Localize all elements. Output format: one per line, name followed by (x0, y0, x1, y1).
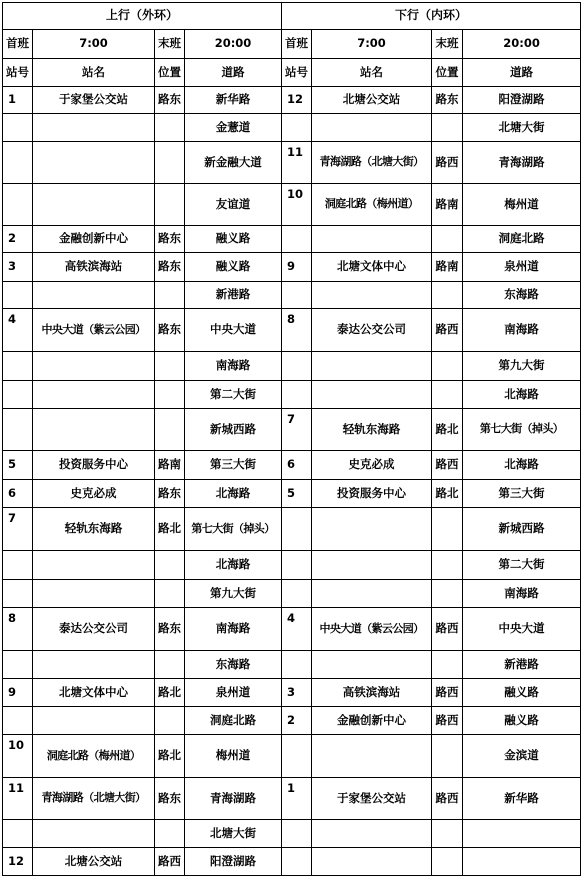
down-road: 新华路 (463, 778, 581, 820)
up-road: 北海路 (185, 551, 282, 580)
down-stop-name (312, 381, 432, 409)
up-stop-number: 8 (3, 608, 33, 651)
up-stop-number: 5 (3, 451, 33, 480)
up-stop-side (155, 820, 185, 848)
down-col-no: 站号 (282, 59, 312, 87)
down-road: 梅州道 (463, 184, 581, 226)
down-stop-side (432, 381, 463, 409)
up-stop-side (155, 580, 185, 608)
up-stop-name (33, 114, 155, 142)
up-stop-name (33, 651, 155, 679)
down-stop-side (432, 848, 463, 876)
down-road: 北海路 (463, 451, 581, 480)
table-row (3, 352, 581, 381)
up-first-label: 首班 (3, 30, 33, 59)
up-stop-side: 路东 (155, 87, 185, 114)
down-road: 东海路 (463, 282, 581, 309)
down-stop-side (432, 114, 463, 142)
route-table (2, 2, 581, 876)
table-row (3, 778, 581, 820)
table-row (3, 848, 581, 876)
up-stop-number (3, 580, 33, 608)
down-stop-side: 路南 (432, 253, 463, 282)
up-stop-name (33, 142, 155, 184)
up-stop-number (3, 184, 33, 226)
up-stop-side: 路北 (155, 735, 185, 778)
down-stop-number (282, 551, 312, 580)
down-stop-name (312, 114, 432, 142)
down-road: 第九大街 (463, 352, 581, 381)
down-stop-number: 10 (282, 184, 312, 226)
up-stop-number: 6 (3, 480, 33, 508)
down-road: 新港路 (463, 651, 581, 679)
up-stop-side: 路东 (155, 778, 185, 820)
down-col-pos: 位置 (432, 59, 463, 87)
up-stop-name: 高铁滨海站 (33, 253, 155, 282)
up-road: 融义路 (185, 226, 282, 253)
table-row (3, 820, 581, 848)
down-stop-number (282, 381, 312, 409)
up-stop-number: 1 (3, 87, 33, 114)
table-row (3, 184, 581, 226)
down-stop-name: 青海湖路（北塘大街） (312, 142, 432, 184)
up-road: 泉州道 (185, 679, 282, 707)
down-stop-name: 史克必成 (312, 451, 432, 480)
down-stop-number: 5 (282, 480, 312, 508)
table-row (3, 381, 581, 409)
up-stop-side: 路东 (155, 608, 185, 651)
table-row (3, 580, 581, 608)
down-stop-name: 投资服务中心 (312, 480, 432, 508)
up-stop-name (33, 580, 155, 608)
down-stop-name: 于家堡公交站 (312, 778, 432, 820)
up-stop-name (33, 282, 155, 309)
down-stop-number: 8 (282, 309, 312, 352)
up-stop-side: 路东 (155, 253, 185, 282)
down-stop-name: 金融创新中心 (312, 707, 432, 735)
down-road: 金滨道 (463, 735, 581, 778)
up-road: 东海路 (185, 651, 282, 679)
down-road: 北塘大街 (463, 114, 581, 142)
upbound-title: 上行（外环） (3, 3, 282, 30)
up-road: 新金融大道 (185, 142, 282, 184)
up-stop-name (33, 381, 155, 409)
down-road: 洞庭北路 (463, 226, 581, 253)
down-stop-name: 高铁滨海站 (312, 679, 432, 707)
up-stop-side (155, 184, 185, 226)
up-stop-name: 史克必成 (33, 480, 155, 508)
up-stop-number (3, 142, 33, 184)
down-road: 第七大街（掉头） (463, 409, 581, 451)
column-header-row (3, 59, 581, 87)
up-stop-number (3, 114, 33, 142)
down-stop-name (312, 848, 432, 876)
table-row (3, 551, 581, 580)
up-stop-number: 7 (3, 508, 33, 551)
down-stop-side: 路东 (432, 87, 463, 114)
down-stop-name: 洞庭北路（梅州道） (312, 184, 432, 226)
down-stop-name (312, 820, 432, 848)
up-stop-name (33, 551, 155, 580)
down-stop-name (312, 580, 432, 608)
up-col-pos: 位置 (155, 59, 185, 87)
down-stop-side: 路西 (432, 142, 463, 184)
up-road: 梅州道 (185, 735, 282, 778)
down-road (463, 820, 581, 848)
up-stop-number (3, 409, 33, 451)
down-road (463, 848, 581, 876)
down-stop-number (282, 508, 312, 551)
table-row (3, 226, 581, 253)
up-stop-number (3, 352, 33, 381)
up-road: 第九大街 (185, 580, 282, 608)
up-stop-name: 泰达公交公司 (33, 608, 155, 651)
up-stop-name (33, 820, 155, 848)
up-stop-name (33, 707, 155, 735)
up-stop-number: 2 (3, 226, 33, 253)
up-road: 融义路 (185, 253, 282, 282)
down-road: 第二大街 (463, 551, 581, 580)
down-stop-side (432, 226, 463, 253)
table-row (3, 651, 581, 679)
up-stop-number: 4 (3, 309, 33, 352)
down-last-label: 末班 (432, 30, 463, 59)
down-stop-name (312, 508, 432, 551)
up-col-name: 站名 (33, 59, 155, 87)
down-last-time: 20:00 (463, 30, 581, 59)
down-road: 第三大街 (463, 480, 581, 508)
down-stop-number (282, 580, 312, 608)
up-stop-name: 北塘文体中心 (33, 679, 155, 707)
up-stop-name: 轻轨东海路 (33, 508, 155, 551)
down-stop-side: 路西 (432, 451, 463, 480)
down-road: 北海路 (463, 381, 581, 409)
down-col-name: 站名 (312, 59, 432, 87)
table-row (3, 253, 581, 282)
down-stop-number (282, 114, 312, 142)
up-stop-side (155, 114, 185, 142)
down-stop-number: 11 (282, 142, 312, 184)
up-col-road: 道路 (185, 59, 282, 87)
table-row (3, 87, 581, 114)
down-stop-number: 9 (282, 253, 312, 282)
up-stop-number: 9 (3, 679, 33, 707)
down-stop-name: 北塘公交站 (312, 87, 432, 114)
down-stop-side (432, 820, 463, 848)
table-row (3, 451, 581, 480)
up-road: 第二大街 (185, 381, 282, 409)
down-stop-side (432, 508, 463, 551)
down-stop-side (432, 352, 463, 381)
down-road: 中央大道 (463, 608, 581, 651)
up-stop-number: 11 (3, 778, 33, 820)
down-stop-number: 7 (282, 409, 312, 451)
up-road: 新港路 (185, 282, 282, 309)
up-road: 中央大道 (185, 309, 282, 352)
up-stop-number (3, 282, 33, 309)
table-row (3, 282, 581, 309)
up-last-time: 20:00 (185, 30, 282, 59)
table-row (3, 309, 581, 352)
table-row (3, 480, 581, 508)
up-road: 南海路 (185, 352, 282, 381)
down-stop-side: 路西 (432, 679, 463, 707)
up-stop-side (155, 707, 185, 735)
up-road: 北海路 (185, 480, 282, 508)
up-first-time: 7:00 (33, 30, 155, 59)
up-road: 青海湖路 (185, 778, 282, 820)
down-road: 阳澄湖路 (463, 87, 581, 114)
down-stop-name: 轻轨东海路 (312, 409, 432, 451)
up-stop-name (33, 352, 155, 381)
schedule-row (3, 30, 581, 59)
up-stop-name: 投资服务中心 (33, 451, 155, 480)
down-stop-name (312, 651, 432, 679)
up-road: 洞庭北路 (185, 707, 282, 735)
down-stop-side: 路南 (432, 184, 463, 226)
up-stop-side (155, 551, 185, 580)
down-road: 新城西路 (463, 508, 581, 551)
table-row (3, 142, 581, 184)
up-road: 第七大街（掉头） (185, 508, 282, 551)
up-road: 南海路 (185, 608, 282, 651)
up-stop-name: 于家堡公交站 (33, 87, 155, 114)
table-row (3, 608, 581, 651)
stop-rows (3, 87, 581, 876)
down-road: 青海湖路 (463, 142, 581, 184)
up-stop-number (3, 707, 33, 735)
down-stop-number (282, 735, 312, 778)
up-stop-number: 12 (3, 848, 33, 876)
down-road: 融义路 (463, 707, 581, 735)
up-stop-number (3, 820, 33, 848)
up-road: 阳澄湖路 (185, 848, 282, 876)
up-stop-side (155, 282, 185, 309)
down-stop-number: 3 (282, 679, 312, 707)
down-stop-side (432, 651, 463, 679)
up-stop-name (33, 409, 155, 451)
table-row (3, 735, 581, 778)
down-stop-side: 路北 (432, 409, 463, 451)
up-road: 新城西路 (185, 409, 282, 451)
down-stop-number: 2 (282, 707, 312, 735)
up-last-label: 末班 (155, 30, 185, 59)
down-stop-name (312, 282, 432, 309)
table-row (3, 508, 581, 551)
up-stop-number: 10 (3, 735, 33, 778)
down-stop-number: 12 (282, 87, 312, 114)
down-stop-side (432, 551, 463, 580)
down-road: 南海路 (463, 580, 581, 608)
down-stop-number: 4 (282, 608, 312, 651)
down-stop-side (432, 580, 463, 608)
up-stop-side: 路东 (155, 480, 185, 508)
up-stop-side: 路南 (155, 451, 185, 480)
up-stop-side: 路北 (155, 679, 185, 707)
up-road: 友谊道 (185, 184, 282, 226)
up-stop-side: 路东 (155, 309, 185, 352)
table-row (3, 707, 581, 735)
up-stop-number (3, 551, 33, 580)
down-stop-number (282, 651, 312, 679)
downbound-title: 下行（内环） (282, 3, 581, 30)
down-stop-number (282, 352, 312, 381)
down-stop-side: 路西 (432, 309, 463, 352)
up-road: 金薏道 (185, 114, 282, 142)
up-road: 新华路 (185, 87, 282, 114)
down-stop-number (282, 848, 312, 876)
down-first-time: 7:00 (312, 30, 432, 59)
down-road: 泉州道 (463, 253, 581, 282)
direction-header-row (3, 3, 581, 30)
down-stop-side (432, 735, 463, 778)
down-stop-name (312, 226, 432, 253)
up-stop-side (155, 381, 185, 409)
up-stop-number (3, 651, 33, 679)
up-stop-number (3, 381, 33, 409)
up-stop-name: 中央大道（紫云公园） (33, 309, 155, 352)
down-stop-side: 路北 (432, 480, 463, 508)
up-stop-side (155, 409, 185, 451)
down-stop-name: 泰达公交公司 (312, 309, 432, 352)
up-stop-side (155, 142, 185, 184)
up-stop-number: 3 (3, 253, 33, 282)
up-stop-name: 洞庭北路（梅州道） (33, 735, 155, 778)
down-stop-side: 路西 (432, 778, 463, 820)
down-road: 南海路 (463, 309, 581, 352)
up-stop-side (155, 352, 185, 381)
up-col-no: 站号 (3, 59, 33, 87)
down-stop-name (312, 551, 432, 580)
down-stop-number: 6 (282, 451, 312, 480)
table-row (3, 679, 581, 707)
up-stop-side: 路东 (155, 226, 185, 253)
up-road: 北塘大街 (185, 820, 282, 848)
down-stop-side (432, 282, 463, 309)
up-stop-side: 路北 (155, 508, 185, 551)
down-stop-side: 路西 (432, 707, 463, 735)
down-stop-number: 1 (282, 778, 312, 820)
up-stop-name (33, 184, 155, 226)
down-stop-name (312, 735, 432, 778)
down-first-label: 首班 (282, 30, 312, 59)
table-row (3, 409, 581, 451)
down-stop-name (312, 352, 432, 381)
down-stop-name: 北塘文体中心 (312, 253, 432, 282)
down-road: 融义路 (463, 679, 581, 707)
up-stop-side (155, 651, 185, 679)
up-stop-name: 青海湖路（北塘大街） (33, 778, 155, 820)
up-stop-side: 路西 (155, 848, 185, 876)
down-stop-number (282, 282, 312, 309)
down-stop-number (282, 226, 312, 253)
down-stop-side: 路西 (432, 608, 463, 651)
down-stop-name: 中央大道（紫云公园） (312, 608, 432, 651)
up-road: 第三大街 (185, 451, 282, 480)
up-stop-name: 北塘公交站 (33, 848, 155, 876)
down-col-road: 道路 (463, 59, 581, 87)
table-row (3, 114, 581, 142)
up-stop-name: 金融创新中心 (33, 226, 155, 253)
down-stop-number (282, 820, 312, 848)
